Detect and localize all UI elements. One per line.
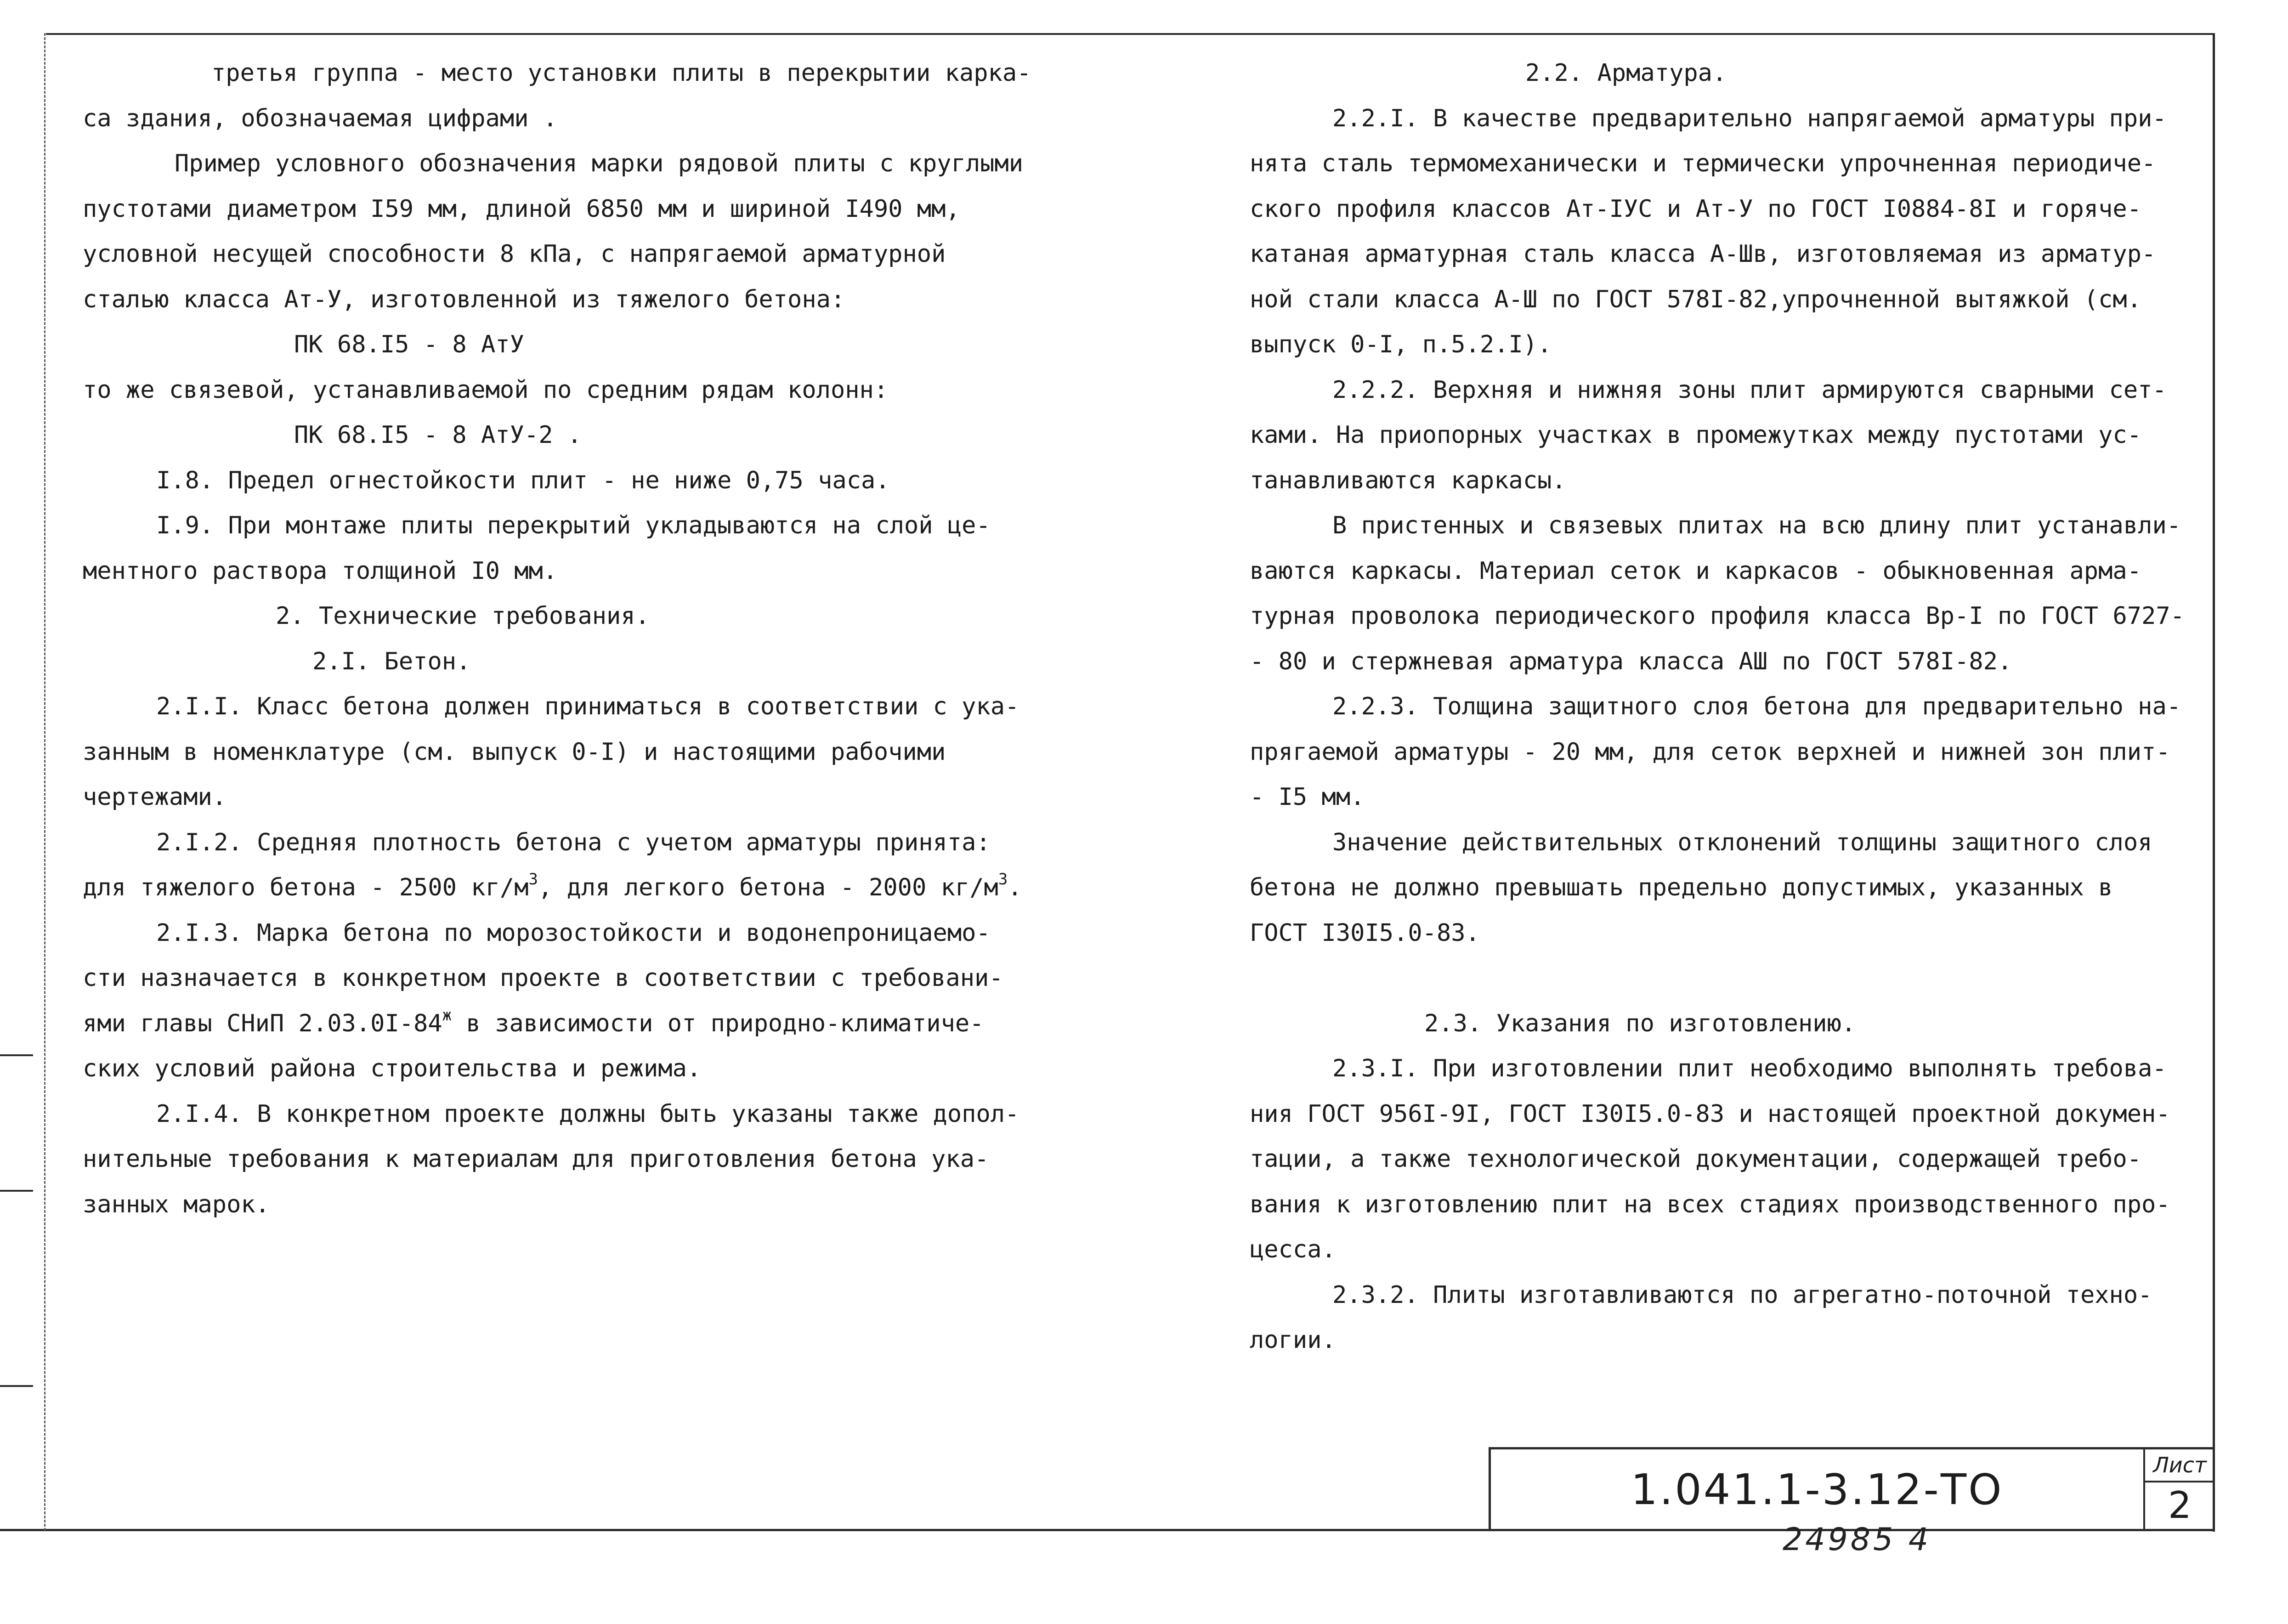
line-text: для тяжелого бетона - 2500 кг/м [83, 874, 529, 901]
frame-top-border [46, 33, 2214, 35]
line-text-continued: . [1008, 874, 1022, 901]
line-text: Пример условного обозначения марки рядовой плиты с круглыми [175, 150, 1024, 177]
line-text: прягаемой арматуры - 20 мм, для сеток верхней и нижней зон плит- [1250, 738, 2170, 766]
line-text: ваются каркасы. Материал сеток и каркасов - обыкновенная арма- [1250, 557, 2142, 585]
text-line [1250, 187, 2187, 232]
line-text: 2.2.I. В качестве предварительно напрягаемой арматуры при- [1332, 104, 2167, 132]
text-line [1250, 1182, 2187, 1228]
line-text: ками. На приопорных участках в промежутках между пустотами ус- [1250, 421, 2142, 449]
text-line [83, 911, 1034, 956]
line-text: ских условий района строительства и режима. [83, 1055, 702, 1082]
line-text: 2.I. Бетон. [312, 647, 471, 675]
text-line [83, 96, 1034, 141]
line-text: ского профиля классов Ат-IУС и Ат-У по ГОСТ I0884-8I и горяче- [1250, 195, 2142, 223]
text-line [83, 413, 1034, 458]
text-line [1250, 1227, 2187, 1273]
text-line [83, 775, 1034, 820]
line-text: са здания, обозначаемая цифрами . [83, 104, 558, 132]
line-text: В пристенных и связевых плитах на всю длину плит устанавли- [1332, 512, 2181, 539]
text-line [1250, 322, 2187, 368]
line-text: третья группа - место установки плиты в перекрытии карка- [211, 59, 1031, 87]
line-text: сталью класса Ат-У, изготовленной из тяжелого бетона: [83, 285, 845, 313]
text-line [83, 549, 1034, 594]
line-text: логии. [1250, 1326, 1336, 1354]
text-line [1250, 1092, 2187, 1137]
text-line [83, 232, 1034, 277]
line-text: ной стали класса А-Ш по ГОСТ 578I-82,упрочненной вытяжкой (см. [1250, 285, 2142, 313]
text-line [1250, 1001, 2187, 1047]
text-line [1250, 232, 2187, 277]
text-line [1250, 1046, 2187, 1092]
line-text: 2.I.2. Средняя плотность бетона с учетом арматуры принята: [156, 828, 991, 856]
text-line [83, 730, 1034, 775]
text-line [83, 141, 1034, 187]
line-text: ями главы СНиП 2.03.0I-84 [83, 1009, 442, 1037]
text-line [1250, 503, 2187, 549]
line-text: I.8. Предел огнестойкости плит - не ниже 0,75 часа. [156, 466, 890, 494]
text-line [1250, 730, 2187, 775]
line-text: 2.3.I. При изготовлении плит необходимо выполнять требова- [1332, 1055, 2167, 1082]
line-text: 2.I.I. Класс бетона должен приниматься в соответствии с ука- [156, 693, 1019, 720]
text-line [83, 956, 1034, 1001]
document-code: 1.041.1-3.12-ТО [1631, 1465, 2004, 1514]
text-line [1250, 865, 2187, 911]
line-text: 2.3. Указания по изготовлению. [1424, 1009, 1856, 1037]
line-text: 2.2.2. Верхняя и нижняя зоны плит армируются сварными сет- [1332, 376, 2167, 404]
line-text: 2.2.3. Толщина защитного слоя бетона для предварительно на- [1332, 693, 2181, 720]
line-text: условной несущей способности 8 кПа, с напрягаемой арматурной [83, 240, 946, 268]
line-text: ния ГОСТ 956I-9I, ГОСТ I30I5.0-83 и настоящей проектной докумен- [1250, 1100, 2170, 1128]
text-line [1250, 820, 2187, 866]
line-text: цесса. [1250, 1236, 1336, 1263]
text-line [1250, 684, 2187, 730]
text-line [1250, 458, 2187, 504]
margin-tick [0, 1190, 33, 1192]
text-line [83, 594, 1034, 639]
line-text: 2. Технические требования. [276, 602, 650, 630]
text-line [83, 865, 1034, 911]
superscript: ж [442, 1006, 452, 1024]
margin-tick [0, 1054, 33, 1056]
text-line [83, 1046, 1034, 1092]
text-line [83, 458, 1034, 504]
line-text: то же связевой, устанавливаемой по средним рядам колонн: [83, 376, 889, 404]
text-line [1250, 1273, 2187, 1318]
text-line [83, 1182, 1034, 1228]
margin-tick [0, 1385, 33, 1387]
sheet-number: 2 [2168, 1484, 2192, 1527]
right-text-column [1250, 51, 2187, 1363]
line-text: вания к изготовлению плит на всех стадиях производственного про- [1250, 1190, 2170, 1218]
text-line [1250, 1318, 2187, 1363]
text-line [83, 322, 1034, 368]
line-text-continued: , для легкого бетона - 2000 кг/м [538, 874, 998, 901]
line-text: турная проволока периодического профиля класса Вр-I по ГОСТ 6727- [1250, 602, 2185, 630]
text-line [1250, 413, 2187, 458]
left-text-column [83, 51, 1034, 1227]
text-line [1250, 594, 2187, 639]
text-line [83, 1001, 1034, 1047]
text-line [83, 277, 1034, 323]
line-text: чертежами. [83, 783, 227, 811]
line-text: занных марок. [83, 1190, 270, 1218]
line-text: 2.2. Арматура. [1525, 59, 1727, 87]
line-text: - I5 мм. [1250, 783, 1365, 811]
text-line [1250, 775, 2187, 820]
text-line [83, 368, 1034, 413]
text-line [1250, 368, 2187, 413]
text-line [83, 820, 1034, 866]
text-line [1250, 96, 2187, 141]
text-line [83, 51, 1034, 96]
line-text: нята сталь термомеханически и термически упрочненная периодиче- [1250, 150, 2156, 177]
line-text: занным в номенклатуре (см. выпуск 0-I) и настоящими рабочими [83, 738, 946, 766]
text-line [83, 1092, 1034, 1137]
text-line [1250, 639, 2187, 685]
line-text: ГОСТ I30I5.0-83. [1250, 919, 1480, 947]
line-text: I.9. При монтаже плиты перекрытий укладываются на слой це- [156, 512, 991, 539]
text-line [1250, 141, 2187, 187]
text-line [83, 187, 1034, 232]
line-text: 2.I.4. В конкретном проекте должны быть указаны также допол- [156, 1100, 1019, 1128]
superscript: 3 [998, 870, 1008, 889]
line-text: 2.3.2. Плиты изготавливаются по агрегатно-поточной техно- [1332, 1281, 2152, 1309]
frame-binding-margin [44, 33, 45, 1531]
line-text: сти назначается в конкретном проекте в соответствии с требовани- [83, 964, 1003, 992]
line-text: 2.I.3. Марка бетона по морозостойкости и водонепроницаемо- [156, 919, 991, 947]
text-line [1250, 51, 2187, 96]
line-text: - 80 и стержневая арматура класса АШ по ГОСТ 578I-82. [1250, 647, 2012, 675]
text-line [1250, 911, 2187, 956]
title-block-stamp [1489, 1447, 2214, 1530]
line-text: нительные требования к материалам для приготовления бетона ука- [83, 1145, 989, 1173]
line-text: выпуск 0-I, п.5.2.I). [1250, 331, 1552, 358]
line-text: пустотами диаметром I59 мм, длиной 6850 мм и шириной I490 мм, [83, 195, 960, 223]
text-line [83, 684, 1034, 730]
text-line [1250, 277, 2187, 323]
inventory-number: 24985 4 [1783, 1522, 1931, 1558]
line-text: тации, а также технологической документации, содержащей требо- [1250, 1145, 2142, 1173]
superscript: 3 [528, 870, 538, 889]
text-line [83, 503, 1034, 549]
text-line [1250, 549, 2187, 594]
line-text: ПК 68.I5 - 8 АтУ-2 . [294, 421, 582, 449]
text-line [83, 639, 1034, 685]
line-text: танавливаются каркасы. [1250, 466, 1566, 494]
line-text-continued: в зависимости от природно-климатиче- [452, 1009, 984, 1037]
line-text: Значение действительных отклонений толщины защитного слоя [1332, 828, 2152, 856]
frame-right-border [2213, 33, 2215, 1532]
line-text: катаная арматурная сталь класса А-Шв, изготовляемая из арматур- [1250, 240, 2156, 268]
text-line [1250, 1137, 2187, 1182]
line-text: ПК 68.I5 - 8 АтУ [294, 331, 524, 358]
text-line [83, 1137, 1034, 1182]
line-text: бетона не должно превышать предельно допустимых, указанных в [1250, 874, 2113, 901]
line-text: ментного раствора толщиной I0 мм. [83, 557, 558, 585]
text-line [1250, 956, 2187, 1001]
sheet-label: Лист [2145, 1449, 2214, 1483]
